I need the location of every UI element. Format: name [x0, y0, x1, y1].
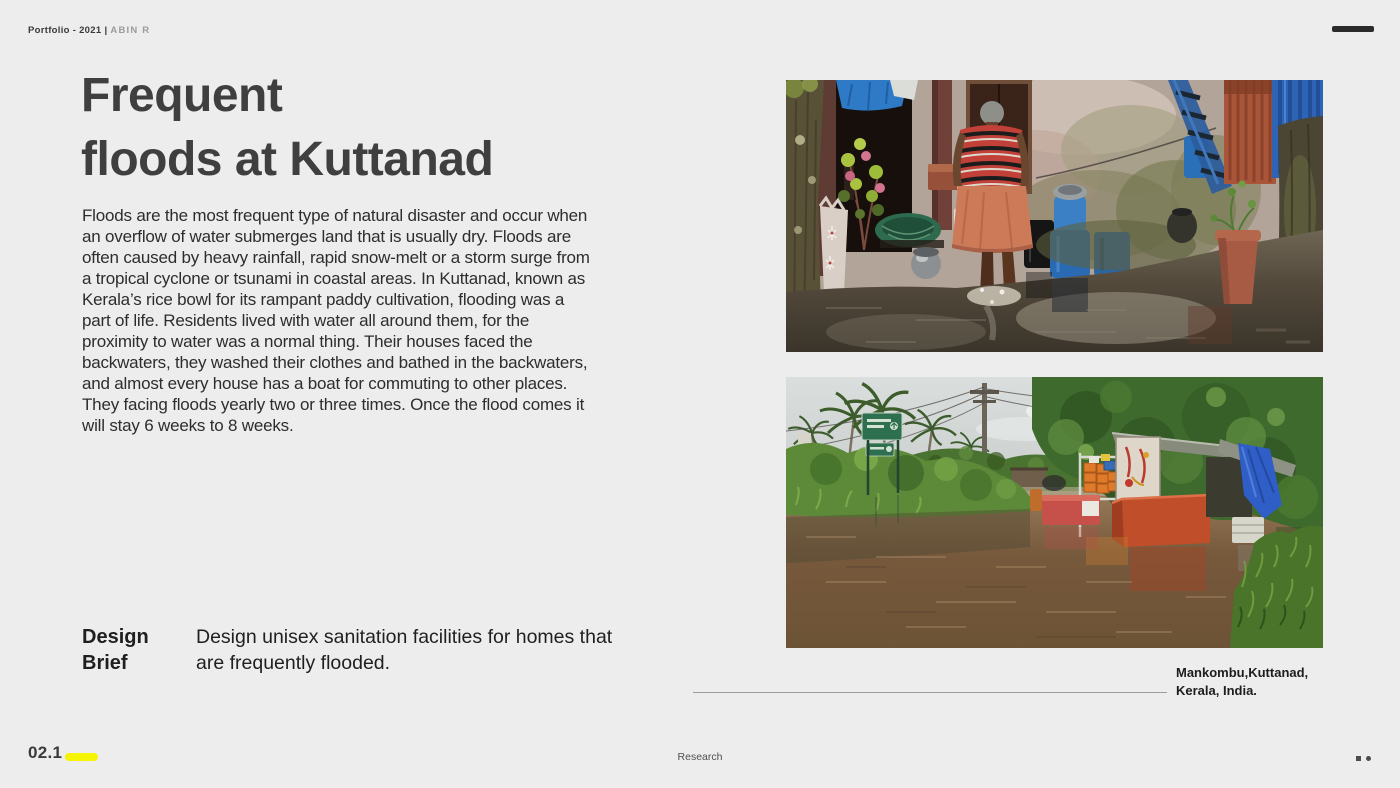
body-paragraph: Floods are the most frequent type of natural disaster and occur when an overflow of water submerges land that is usually dry. Floods are often caused by heavy rainfall, rapid snow-melt or a storm surge from a tropical cyclone or tsunami in coastal areas. In Kuttanad, known as Kerala’s rice bowl for its rampant paddy cultivation, flooding was a part of life. Residents lived with water all around them, for the proximity to water was a normal thing. Their houses faced the backwaters, they washed their clothes and bathed in the backwaters, and almost every house has a boat for commuting to other places. They facing floods yearly two or three times. Once the flood comes it will stay 6 weeks to 8 weeks. — [82, 206, 590, 435]
design-brief — [82, 624, 632, 676]
design-brief-text: Design unisex sanitation facilities for homes that are frequently flooded. — [196, 626, 613, 674]
page-number: 02.1 — [28, 743, 63, 762]
pager-dot-square[interactable] — [1356, 756, 1361, 761]
author-name: ABIN R — [110, 25, 151, 36]
header-meta — [28, 25, 150, 36]
photo-caption — [1176, 664, 1308, 699]
portfolio-year-label: Portfolio - 2021 — [28, 25, 102, 36]
caption-divider-line — [693, 692, 1167, 693]
title-line-1: Frequent — [81, 69, 283, 122]
title-line-2: floods at Kuttanad — [81, 133, 494, 186]
pager-dots — [1356, 756, 1371, 761]
menu-bar-icon[interactable] — [1332, 26, 1374, 32]
header-separator: | — [104, 25, 108, 36]
pager-dot-round[interactable] — [1366, 756, 1371, 761]
section-label: Research — [677, 751, 723, 763]
page-title — [81, 64, 493, 192]
caption-line-2: Kerala, India. — [1176, 682, 1257, 698]
caption-line-1: Mankombu,Kuttanad, — [1176, 665, 1309, 680]
design-brief-label: Design Brief — [82, 626, 149, 674]
flood-photo-house — [786, 80, 1323, 352]
flood-photo-road — [786, 377, 1323, 648]
